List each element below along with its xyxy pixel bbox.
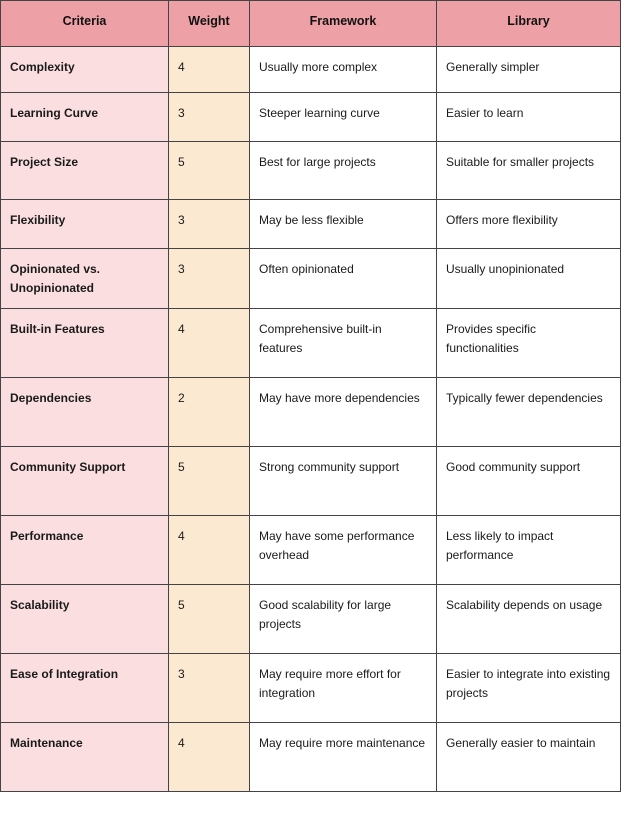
- table-row: [1, 47, 621, 93]
- cell-weight: 5: [169, 142, 250, 200]
- cell-criteria: Community Support: [1, 447, 169, 516]
- cell-criteria: Flexibility: [1, 200, 169, 249]
- cell-library: Offers more flexibility: [437, 200, 621, 249]
- cell-weight: 4: [169, 47, 250, 93]
- table-row: [1, 447, 621, 516]
- table-row: [1, 142, 621, 200]
- cell-framework: Strong community support: [250, 447, 437, 516]
- cell-weight: 4: [169, 309, 250, 378]
- table-body: [1, 47, 621, 792]
- cell-library: Good community support: [437, 447, 621, 516]
- cell-weight: 3: [169, 93, 250, 142]
- table-row: [1, 249, 621, 309]
- cell-library: Provides specific functionalities: [437, 309, 621, 378]
- cell-weight: 5: [169, 447, 250, 516]
- column-header-weight: Weight: [169, 1, 250, 47]
- cell-framework: May require more effort for integration: [250, 654, 437, 723]
- cell-framework: Usually more complex: [250, 47, 437, 93]
- table-row: [1, 585, 621, 654]
- cell-weight: 4: [169, 723, 250, 792]
- column-header-library: Library: [437, 1, 621, 47]
- cell-framework: Often opinionated: [250, 249, 437, 309]
- cell-criteria: Built-in Features: [1, 309, 169, 378]
- cell-library: Suitable for smaller projects: [437, 142, 621, 200]
- table-row: [1, 93, 621, 142]
- cell-criteria: Complexity: [1, 47, 169, 93]
- page-bottom-margin: [0, 814, 624, 819]
- cell-framework: May have more dependencies: [250, 378, 437, 447]
- cell-criteria: Ease of Integration: [1, 654, 169, 723]
- cell-library: Typically fewer dependencies: [437, 378, 621, 447]
- table-row: [1, 654, 621, 723]
- cell-framework: Good scalability for large projects: [250, 585, 437, 654]
- cell-criteria: Dependencies: [1, 378, 169, 447]
- cell-criteria: Project Size: [1, 142, 169, 200]
- column-header-criteria: Criteria: [1, 1, 169, 47]
- cell-weight: 3: [169, 249, 250, 309]
- cell-weight: 2: [169, 378, 250, 447]
- cell-framework: Steeper learning curve: [250, 93, 437, 142]
- cell-weight: 3: [169, 200, 250, 249]
- cell-library: Generally easier to maintain: [437, 723, 621, 792]
- cell-weight: 5: [169, 585, 250, 654]
- cell-framework: May be less flexible: [250, 200, 437, 249]
- cell-weight: 3: [169, 654, 250, 723]
- cell-framework: Comprehensive built-in features: [250, 309, 437, 378]
- table-row: [1, 309, 621, 378]
- cell-weight: 4: [169, 516, 250, 585]
- table-row: [1, 200, 621, 249]
- cell-criteria: Learning Curve: [1, 93, 169, 142]
- cell-criteria: Opinionated vs. Unopinionated: [1, 249, 169, 309]
- cell-library: Usually unopinionated: [437, 249, 621, 309]
- cell-criteria: Scalability: [1, 585, 169, 654]
- cell-criteria: Maintenance: [1, 723, 169, 792]
- cell-framework: Best for large projects: [250, 142, 437, 200]
- table-header: [1, 1, 621, 47]
- table-row: [1, 516, 621, 585]
- cell-library: Easier to learn: [437, 93, 621, 142]
- table-row: [1, 723, 621, 792]
- cell-framework: May have some performance overhead: [250, 516, 437, 585]
- cell-library: Easier to integrate into existing projects: [437, 654, 621, 723]
- cell-library: Generally simpler: [437, 47, 621, 93]
- cell-library: Scalability depends on usage: [437, 585, 621, 654]
- column-header-framework: Framework: [250, 1, 437, 47]
- cell-framework: May require more maintenance: [250, 723, 437, 792]
- table-header-row: [1, 1, 621, 47]
- cell-library: Less likely to impact performance: [437, 516, 621, 585]
- table-row: [1, 378, 621, 447]
- cell-criteria: Performance: [1, 516, 169, 585]
